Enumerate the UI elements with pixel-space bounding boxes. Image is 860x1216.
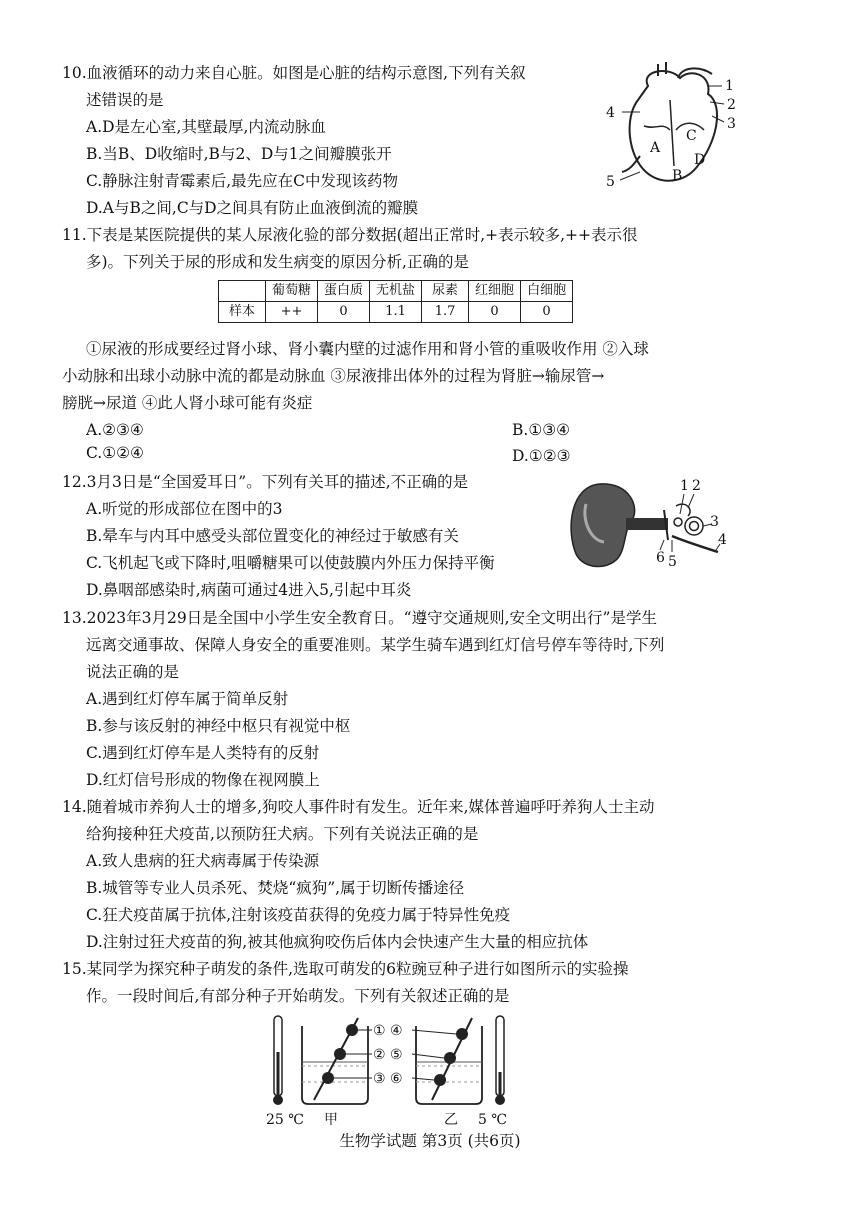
q11-stem-line1: 11.下表是某医院提供的某人尿液化验的部分数据(超出正常时,+表示较多,++表示很 xyxy=(62,226,638,244)
q12-stem: 12.3月3日是“全国爱耳日”。下列有关耳的描述,不正确的是 xyxy=(62,473,469,491)
table-cell: 1.1 xyxy=(370,302,422,323)
ear-label-4: 4 xyxy=(718,532,727,548)
heart-label-2: 2 xyxy=(727,97,736,113)
q10-option-b: B.当B、D收缩时,B与2、D与1之间瓣膜张开 xyxy=(86,145,392,163)
heart-label-4: 4 xyxy=(606,105,615,121)
q12-option-a: A.听觉的形成部位在图中的3 xyxy=(86,500,283,518)
q14-option-d: D.注射过狂犬疫苗的狗,被其他疯狗咬伤后体内会快速产生大量的相应抗体 xyxy=(86,933,589,951)
q13-stem-line1: 13.2023年3月29日是全国中小学生安全教育日。“遵守交通规则,安全文明出行”是学生 xyxy=(62,609,657,627)
q11-option-c: C.①②④ xyxy=(86,444,144,462)
table-header-cell: 蛋白质 xyxy=(318,281,370,302)
q11-statement-line2: 小动脉和出球小动脉中流的都是动脉血 ③尿液排出体外的过程为肾脏→输尿管→ xyxy=(62,367,605,385)
heart-label-d: D xyxy=(694,152,706,168)
heart-label-3: 3 xyxy=(727,116,736,132)
seed-label-3-6: ③ ⑥ xyxy=(373,1071,403,1087)
q13-option-a: A.遇到红灯停车属于简单反射 xyxy=(86,690,289,708)
q10-stem-line1: 10.血液循环的动力来自心脏。如图是心脏的结构示意图,下列有关叙 xyxy=(62,64,526,82)
table-header-cell: 无机盐 xyxy=(370,281,422,302)
ear-diagram xyxy=(560,470,730,580)
q13-option-b: B.参与该反射的神经中枢只有视觉中枢 xyxy=(86,717,351,735)
table-cell: 样本 xyxy=(219,302,266,323)
heart-label-b: B xyxy=(672,168,683,184)
ear-label-2: 2 xyxy=(692,478,701,494)
table-header-cell: 白细胞 xyxy=(521,281,573,302)
beaker-label-yi: 乙 xyxy=(444,1112,458,1127)
q13-stem-line2: 远离交通事故、保障人身安全的重要准则。某学生骑车遇到红灯信号停车等待时,下列 xyxy=(86,636,665,654)
ear-label-1: 1 xyxy=(680,478,689,494)
q14-option-b: B.城管等专业人员杀死、焚烧“疯狗”,属于切断传播途径 xyxy=(86,879,465,897)
seed-experiment-diagram xyxy=(262,1012,522,1127)
q11-option-d: D.①②③ xyxy=(512,447,571,465)
q11-statement-line1: ①尿液的形成要经过肾小球、肾小囊内壁的过滤作用和肾小管的重吸收作用 ②入球 xyxy=(86,340,649,358)
q13-option-d: D.红灯信号形成的物像在视网膜上 xyxy=(86,771,320,789)
table-cell: 0 xyxy=(469,302,521,323)
q12-option-d: D.鼻咽部感染时,病菌可通过4进入5,引起中耳炎 xyxy=(86,581,412,599)
heart-label-1: 1 xyxy=(725,78,734,94)
q15-stem-line1: 15.某同学为探究种子萌发的条件,选取可萌发的6粒豌豆种子进行如图所示的实验操 xyxy=(62,960,629,978)
q14-stem-line1: 14.随着城市养狗人士的增多,狗咬人事件时有发生。近年来,媒体普遍呼吁养狗人士主动 xyxy=(62,798,655,816)
temp-label-left: 25 ℃ xyxy=(266,1112,304,1127)
q10-option-d: D.A与B之间,C与D之间具有防止血液倒流的瓣膜 xyxy=(86,199,419,217)
heart-label-c: C xyxy=(686,128,697,144)
q14-stem-line2: 给狗接种狂犬疫苗,以预防狂犬病。下列有关说法正确的是 xyxy=(86,825,479,843)
q15-stem-line2: 作。一段时间后,有部分种子开始萌发。下列有关叙述正确的是 xyxy=(86,987,510,1005)
seed-label-2-5: ② ⑤ xyxy=(373,1047,403,1063)
q10-option-a: A.D是左心室,其壁最厚,内流动脉血 xyxy=(86,118,326,136)
table-header-cell xyxy=(219,281,266,302)
table-row xyxy=(219,302,573,323)
q11-stem-line2: 多)。下列关于尿的形成和发生病变的原因分析,正确的是 xyxy=(86,253,469,271)
beaker-label-jia: 甲 xyxy=(324,1112,338,1127)
seed-label-1-4: ① ④ xyxy=(373,1023,403,1039)
ear-label-3: 3 xyxy=(710,514,719,530)
q10-option-c: C.静脉注射青霉素后,最先应在C中发现该药物 xyxy=(86,172,399,190)
q14-option-a: A.致人患病的狂犬病毒属于传染源 xyxy=(86,852,320,870)
page-footer: 生物学试题 第3页 (共6页) xyxy=(339,1132,521,1150)
q11-option-b: B.①③④ xyxy=(512,421,571,439)
q13-option-c: C.遇到红灯停车是人类特有的反射 xyxy=(86,744,320,762)
urine-test-table xyxy=(218,280,573,323)
temp-label-right: 5 ℃ xyxy=(478,1112,508,1127)
q11-option-a: A.②③④ xyxy=(86,421,144,439)
ear-label-5: 5 xyxy=(668,554,677,570)
ear-label-6: 6 xyxy=(656,550,665,566)
table-cell: 1.7 xyxy=(422,302,469,323)
heart-label-a: A xyxy=(650,140,661,156)
table-header-cell: 红细胞 xyxy=(469,281,521,302)
table-cell: 0 xyxy=(521,302,573,323)
q12-option-c: C.飞机起飞或下降时,咀嚼糖果可以使鼓膜内外压力保持平衡 xyxy=(86,554,495,572)
q13-stem-line3: 说法正确的是 xyxy=(86,663,180,681)
table-header-cell: 尿素 xyxy=(422,281,469,302)
q10-stem-line2: 述错误的是 xyxy=(86,91,164,109)
table-header-cell: 葡萄糖 xyxy=(266,281,318,302)
q11-statement-line3: 膀胱→尿道 ④此人肾小球可能有炎症 xyxy=(62,394,313,412)
q12-option-b: B.晕车与内耳中感受头部位置变化的神经过于敏感有关 xyxy=(86,527,459,545)
table-cell: 0 xyxy=(318,302,370,323)
table-cell: ++ xyxy=(266,302,318,323)
heart-diagram xyxy=(600,60,750,195)
table-header-row xyxy=(219,281,573,302)
heart-label-5: 5 xyxy=(606,174,615,190)
q14-option-c: C.狂犬疫苗属于抗体,注射该疫苗获得的免疫力属于特异性免疫 xyxy=(86,906,511,924)
